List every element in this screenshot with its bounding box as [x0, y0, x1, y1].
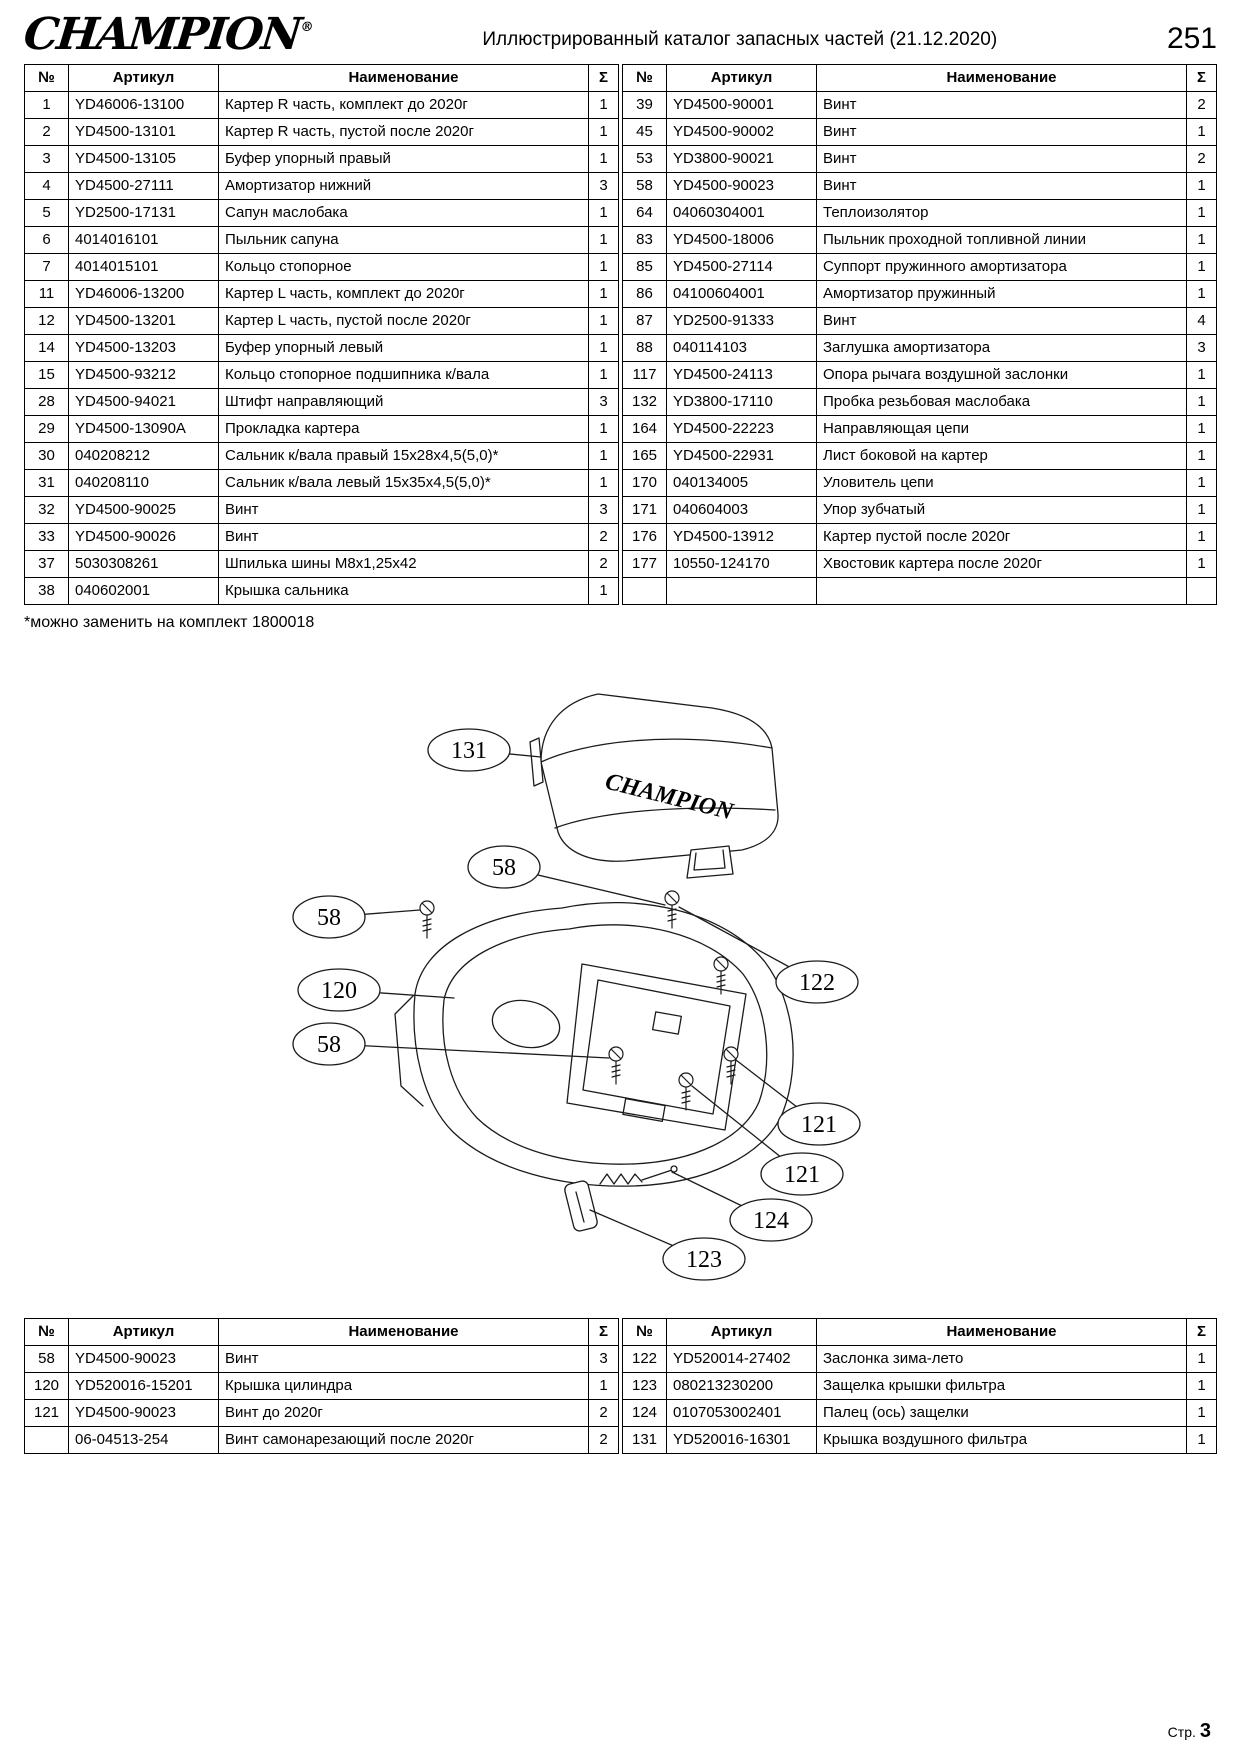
- brand-text: CHAMPION: [21, 9, 303, 60]
- cell-name: Шпилька шины М8х1,25х42: [219, 550, 589, 577]
- cell-num: 39: [623, 91, 667, 118]
- cell-num: 28: [25, 388, 69, 415]
- cell-qty: 1: [589, 280, 619, 307]
- col-header-num: №: [623, 64, 667, 91]
- catalog-page-number: 251: [1166, 21, 1217, 55]
- table-row: [25, 1345, 619, 1372]
- cell-article: 040604003: [667, 496, 817, 523]
- cell-num: 88: [623, 334, 667, 361]
- cell-name: Амортизатор пружинный: [817, 280, 1187, 307]
- footnote: *можно заменить на комплект 1800018: [24, 613, 315, 631]
- cell-name: Винт: [219, 1345, 589, 1372]
- cell-name: Крышка цилиндра: [219, 1372, 589, 1399]
- cell-article: 5030308261: [69, 550, 219, 577]
- cell-article: YD4500-22223: [667, 415, 817, 442]
- table-row: [25, 1399, 619, 1426]
- cell-num: 5: [25, 199, 69, 226]
- svg-text:120: 120: [321, 977, 357, 1004]
- table-row: [623, 1399, 1217, 1426]
- cell-num: 32: [25, 496, 69, 523]
- cell-name: Палец (ось) защелки: [817, 1399, 1187, 1426]
- air-filter-cover-drawing: [530, 694, 778, 878]
- top-parts-table-right: [622, 64, 1217, 605]
- cell-article: YD4500-93212: [69, 361, 219, 388]
- cell-num: 170: [623, 469, 667, 496]
- cell-qty: 2: [1187, 91, 1217, 118]
- cell-num: 12: [25, 307, 69, 334]
- cell-article: 06-04513-254: [69, 1426, 219, 1453]
- cylinder-cover-drawing: [395, 902, 793, 1186]
- cell-name: Картер L часть, пустой после 2020г: [219, 307, 589, 334]
- cell-qty: 2: [589, 1426, 619, 1453]
- cell-qty: 1: [1187, 1345, 1217, 1372]
- cell-name: Сальник к/вала правый 15х28х4,5(5,0)*: [219, 442, 589, 469]
- table-row: [623, 280, 1217, 307]
- cell-article: YD4500-13203: [69, 334, 219, 361]
- callout-123: [590, 1210, 745, 1280]
- cell-qty: 1: [589, 307, 619, 334]
- col-header-name: Наименование: [817, 64, 1187, 91]
- cell-article: 4014016101: [69, 226, 219, 253]
- cell-qty: 1: [589, 577, 619, 604]
- cell-name: Заглушка амортизатора: [817, 334, 1187, 361]
- table-row: [25, 469, 619, 496]
- table-row: [25, 226, 619, 253]
- cell-num: 117: [623, 361, 667, 388]
- cell-num: 124: [623, 1399, 667, 1426]
- page-header: [21, 9, 1217, 60]
- cell-article: 10550-124170: [667, 550, 817, 577]
- cell-num: 31: [25, 469, 69, 496]
- table-row: [25, 550, 619, 577]
- cell-name: Лист боковой на картер: [817, 442, 1187, 469]
- cell-article: YD2500-17131: [69, 199, 219, 226]
- cell-article: YD4500-90023: [667, 172, 817, 199]
- table-header-row: [25, 64, 619, 91]
- svg-text:124: 124: [753, 1207, 789, 1234]
- cell-name: Винт самонарезающий после 2020г: [219, 1426, 589, 1453]
- cell-name: Винт: [817, 91, 1187, 118]
- cell-qty: 1: [589, 91, 619, 118]
- cell-article: YD4500-24113: [667, 361, 817, 388]
- svg-text:122: 122: [799, 969, 835, 996]
- cell-article: 04060304001: [667, 199, 817, 226]
- cell-name: Винт: [817, 118, 1187, 145]
- cell-article: YD4500-13090A: [69, 415, 219, 442]
- col-header-article: Артикул: [69, 64, 219, 91]
- cell-name: Сальник к/вала левый 15х35х4,5(5,0)*: [219, 469, 589, 496]
- col-header-name: Наименование: [219, 1318, 589, 1345]
- cell-article: 4014015101: [69, 253, 219, 280]
- cell-article: YD3800-17110: [667, 388, 817, 415]
- cell-name: Винт: [219, 523, 589, 550]
- cell-name: Винт: [817, 307, 1187, 334]
- svg-text:123: 123: [686, 1246, 722, 1273]
- cell-qty: 3: [589, 1345, 619, 1372]
- cell-article: YD46006-13100: [69, 91, 219, 118]
- table-row: [623, 1372, 1217, 1399]
- svg-text:58: 58: [317, 904, 341, 931]
- cell-name: Буфер упорный левый: [219, 334, 589, 361]
- cell-qty: 3: [589, 388, 619, 415]
- cell-name: Кольцо стопорное подшипника к/вала: [219, 361, 589, 388]
- cell-name: Пыльник проходной топливной линии: [817, 226, 1187, 253]
- cell-num: 120: [25, 1372, 69, 1399]
- cell-name: Защелка крышки фильтра: [817, 1372, 1187, 1399]
- cell-qty: 1: [1187, 496, 1217, 523]
- bottom-parts-table-right: [622, 1318, 1217, 1454]
- table-row: [623, 91, 1217, 118]
- table-row: [25, 280, 619, 307]
- table-row: [623, 469, 1217, 496]
- cell-article: 04100604001: [667, 280, 817, 307]
- cell-num: 121: [25, 1399, 69, 1426]
- svg-text:131: 131: [451, 737, 487, 764]
- col-header-article: Артикул: [69, 1318, 219, 1345]
- cell-name: Пробка резьбовая маслобака: [817, 388, 1187, 415]
- table-row: [623, 415, 1217, 442]
- table-row: [623, 523, 1217, 550]
- callout-58-left: [293, 896, 420, 938]
- cell-num: 58: [25, 1345, 69, 1372]
- table-header-row: [623, 64, 1217, 91]
- footer-label: Стр.: [1167, 1724, 1196, 1740]
- cell-name: Картер R часть, пустой после 2020г: [219, 118, 589, 145]
- cell-num: 123: [623, 1372, 667, 1399]
- col-header-sum: Σ: [1187, 64, 1217, 91]
- cell-article: YD4500-90001: [667, 91, 817, 118]
- cell-num: 29: [25, 415, 69, 442]
- cell-name: Теплоизолятор: [817, 199, 1187, 226]
- cell-qty: 1: [1187, 388, 1217, 415]
- cell-qty: 1: [589, 469, 619, 496]
- cell-qty: 1: [1187, 361, 1217, 388]
- cell-article: YD520016-16301: [667, 1426, 817, 1453]
- col-header-name: Наименование: [817, 1318, 1187, 1345]
- cell-article: YD4500-90025: [69, 496, 219, 523]
- cell-name: Суппорт пружинного амортизатора: [817, 253, 1187, 280]
- col-header-num: №: [623, 1318, 667, 1345]
- cell-article: YD4500-27114: [667, 253, 817, 280]
- cell-article: YD4500-90026: [69, 523, 219, 550]
- cell-num: 86: [623, 280, 667, 307]
- table-row: [25, 577, 619, 604]
- cell-num: 165: [623, 442, 667, 469]
- cell-qty: 1: [1187, 1399, 1217, 1426]
- cell-article: YD4500-94021: [69, 388, 219, 415]
- cell-qty: 1: [589, 334, 619, 361]
- table-row: [25, 388, 619, 415]
- cell-num: 177: [623, 550, 667, 577]
- cell-name: Картер пустой после 2020г: [817, 523, 1187, 550]
- cell-article: 040208110: [69, 469, 219, 496]
- cell-qty: 1: [1187, 253, 1217, 280]
- cell-article: YD4500-18006: [667, 226, 817, 253]
- cell-num: 38: [25, 577, 69, 604]
- cell-num: 4: [25, 172, 69, 199]
- cell-num: 64: [623, 199, 667, 226]
- table-row: [623, 226, 1217, 253]
- cell-qty: 1: [1187, 442, 1217, 469]
- cell-qty: 1: [1187, 415, 1217, 442]
- cell-qty: 2: [589, 523, 619, 550]
- table-row: [25, 118, 619, 145]
- cell-num: 14: [25, 334, 69, 361]
- cell-qty: 1: [589, 1372, 619, 1399]
- cell-name: Картер R часть, комплект до 2020г: [219, 91, 589, 118]
- cell-num: 176: [623, 523, 667, 550]
- cell-num: 7: [25, 253, 69, 280]
- cell-num: 87: [623, 307, 667, 334]
- table-row: [623, 550, 1217, 577]
- col-header-sum: Σ: [1187, 1318, 1217, 1345]
- table-row: [623, 145, 1217, 172]
- diagram-svg: [24, 662, 1217, 1302]
- cell-name: Кольцо стопорное: [219, 253, 589, 280]
- cell-num: 33: [25, 523, 69, 550]
- cell-article: 0107053002401: [667, 1399, 817, 1426]
- cover-brand-text: CHAMPION: [602, 768, 736, 826]
- svg-text:58: 58: [492, 854, 516, 881]
- table-row: [25, 1426, 619, 1453]
- cell-article: 040602001: [69, 577, 219, 604]
- table-row: [25, 307, 619, 334]
- cell-article: YD4500-13101: [69, 118, 219, 145]
- col-header-article: Артикул: [667, 64, 817, 91]
- cell-article: YD4500-27111: [69, 172, 219, 199]
- cell-name: Направляющая цепи: [817, 415, 1187, 442]
- cell-num: 131: [623, 1426, 667, 1453]
- cell-name: Винт: [817, 145, 1187, 172]
- col-header-sum: Σ: [589, 1318, 619, 1345]
- cell-name: [817, 577, 1187, 604]
- cell-name: Пыльник сапуна: [219, 226, 589, 253]
- cell-name: Крышка сальника: [219, 577, 589, 604]
- cell-name: Винт: [817, 172, 1187, 199]
- cell-qty: 1: [1187, 118, 1217, 145]
- cell-qty: 1: [589, 415, 619, 442]
- page-footer: [1168, 1720, 1211, 1743]
- table-row: [25, 442, 619, 469]
- cell-name: Упор зубчатый: [817, 496, 1187, 523]
- table-row: [25, 523, 619, 550]
- cell-qty: 1: [1187, 199, 1217, 226]
- cell-num: 6: [25, 226, 69, 253]
- cell-article: YD4500-13105: [69, 145, 219, 172]
- cell-name: Сапун маслобака: [219, 199, 589, 226]
- cell-qty: 1: [589, 226, 619, 253]
- top-parts-tables: [24, 64, 1217, 605]
- cell-qty: 3: [589, 172, 619, 199]
- cell-num: [25, 1426, 69, 1453]
- cell-num: 3: [25, 145, 69, 172]
- top-parts-table-left: [24, 64, 619, 605]
- table-row: [623, 388, 1217, 415]
- cell-qty: 2: [589, 1399, 619, 1426]
- cell-article: 040114103: [667, 334, 817, 361]
- cell-qty: 1: [589, 145, 619, 172]
- cell-article: 080213230200: [667, 1372, 817, 1399]
- col-header-num: №: [25, 64, 69, 91]
- table-row: [25, 1372, 619, 1399]
- cell-qty: 1: [1187, 226, 1217, 253]
- table-row: [623, 172, 1217, 199]
- cell-article: 040208212: [69, 442, 219, 469]
- table-row: [25, 172, 619, 199]
- cell-article: YD520014-27402: [667, 1345, 817, 1372]
- cell-article: YD3800-90021: [667, 145, 817, 172]
- table-header-row: [25, 1318, 619, 1345]
- table-row: [623, 307, 1217, 334]
- table-row: [25, 334, 619, 361]
- cell-num: 122: [623, 1345, 667, 1372]
- cell-qty: 1: [1187, 523, 1217, 550]
- cell-qty: 1: [1187, 1372, 1217, 1399]
- cell-article: YD46006-13200: [69, 280, 219, 307]
- table-row: [623, 199, 1217, 226]
- cell-name: Опора рычага воздушной заслонки: [817, 361, 1187, 388]
- cell-name: Винт: [219, 496, 589, 523]
- table-row: [25, 496, 619, 523]
- svg-text:58: 58: [317, 1031, 341, 1058]
- cell-qty: 1: [589, 118, 619, 145]
- cell-name: Прокладка картера: [219, 415, 589, 442]
- cell-article: 040134005: [667, 469, 817, 496]
- cell-name: Крышка воздушного фильтра: [817, 1426, 1187, 1453]
- registered-mark-icon: ®: [299, 20, 315, 35]
- cell-num: 15: [25, 361, 69, 388]
- cell-name: Буфер упорный правый: [219, 145, 589, 172]
- callout-131: [428, 729, 541, 771]
- cell-qty: 1: [589, 199, 619, 226]
- cell-qty: 2: [589, 550, 619, 577]
- cell-qty: 1: [1187, 550, 1217, 577]
- bottom-parts-tables: [24, 1318, 1217, 1454]
- cell-num: 2: [25, 118, 69, 145]
- table-row: [25, 361, 619, 388]
- exploded-view-diagram: [24, 662, 1217, 1302]
- cell-name: Винт до 2020г: [219, 1399, 589, 1426]
- cell-article: YD4500-90023: [69, 1399, 219, 1426]
- table-row: [623, 253, 1217, 280]
- cell-article: YD4500-90002: [667, 118, 817, 145]
- cell-num: 30: [25, 442, 69, 469]
- cell-num: 132: [623, 388, 667, 415]
- page-title: Иллюстрированный каталог запасных частей (21.12.2020): [482, 28, 998, 50]
- cell-qty: 1: [1187, 172, 1217, 199]
- cell-article: YD4500-22931: [667, 442, 817, 469]
- cell-name: Уловитель цепи: [817, 469, 1187, 496]
- cell-name: Хвостовик картера после 2020г: [817, 550, 1187, 577]
- cell-num: [623, 577, 667, 604]
- col-header-num: №: [25, 1318, 69, 1345]
- table-row: [623, 496, 1217, 523]
- table-row: [623, 118, 1217, 145]
- cell-num: 45: [623, 118, 667, 145]
- table-header-row: [623, 1318, 1217, 1345]
- table-row: [623, 361, 1217, 388]
- cell-qty: 3: [589, 496, 619, 523]
- cell-qty: [1187, 577, 1217, 604]
- col-header-sum: Σ: [589, 64, 619, 91]
- cell-qty: 2: [1187, 145, 1217, 172]
- screw-icon: [420, 901, 434, 938]
- cell-name: Амортизатор нижний: [219, 172, 589, 199]
- table-row: [623, 577, 1217, 604]
- cell-num: 85: [623, 253, 667, 280]
- cell-qty: 1: [1187, 469, 1217, 496]
- table-row: [623, 1345, 1217, 1372]
- cell-article: [667, 577, 817, 604]
- cell-num: 1: [25, 91, 69, 118]
- cell-name: Штифт направляющий: [219, 388, 589, 415]
- champion-logo: [21, 9, 315, 60]
- cell-num: 37: [25, 550, 69, 577]
- cell-qty: 4: [1187, 307, 1217, 334]
- cell-num: 171: [623, 496, 667, 523]
- cell-article: YD4500-90023: [69, 1345, 219, 1372]
- table-row: [25, 415, 619, 442]
- col-header-name: Наименование: [219, 64, 589, 91]
- cell-num: 58: [623, 172, 667, 199]
- col-header-article: Артикул: [667, 1318, 817, 1345]
- footer-page-number: 3: [1199, 1720, 1211, 1742]
- cell-name: Картер L часть, комплект до 2020г: [219, 280, 589, 307]
- bottom-parts-table-left: [24, 1318, 619, 1454]
- cell-qty: 1: [1187, 280, 1217, 307]
- table-row: [25, 91, 619, 118]
- table-row: [623, 334, 1217, 361]
- svg-text:121: 121: [801, 1111, 837, 1138]
- cell-qty: 3: [1187, 334, 1217, 361]
- table-row: [623, 1426, 1217, 1453]
- cell-qty: 1: [1187, 1426, 1217, 1453]
- cell-article: YD520016-15201: [69, 1372, 219, 1399]
- cell-name: Заслонка зима-лето: [817, 1345, 1187, 1372]
- cell-num: 164: [623, 415, 667, 442]
- table-row: [25, 199, 619, 226]
- cell-num: 83: [623, 226, 667, 253]
- table-row: [25, 145, 619, 172]
- table-row: [25, 253, 619, 280]
- cell-num: 11: [25, 280, 69, 307]
- cell-article: YD2500-91333: [667, 307, 817, 334]
- cell-qty: 1: [589, 442, 619, 469]
- cell-qty: 1: [589, 361, 619, 388]
- cell-article: YD4500-13912: [667, 523, 817, 550]
- svg-text:121: 121: [784, 1161, 820, 1188]
- cell-num: 53: [623, 145, 667, 172]
- table-row: [623, 442, 1217, 469]
- cell-qty: 1: [589, 253, 619, 280]
- cell-article: YD4500-13201: [69, 307, 219, 334]
